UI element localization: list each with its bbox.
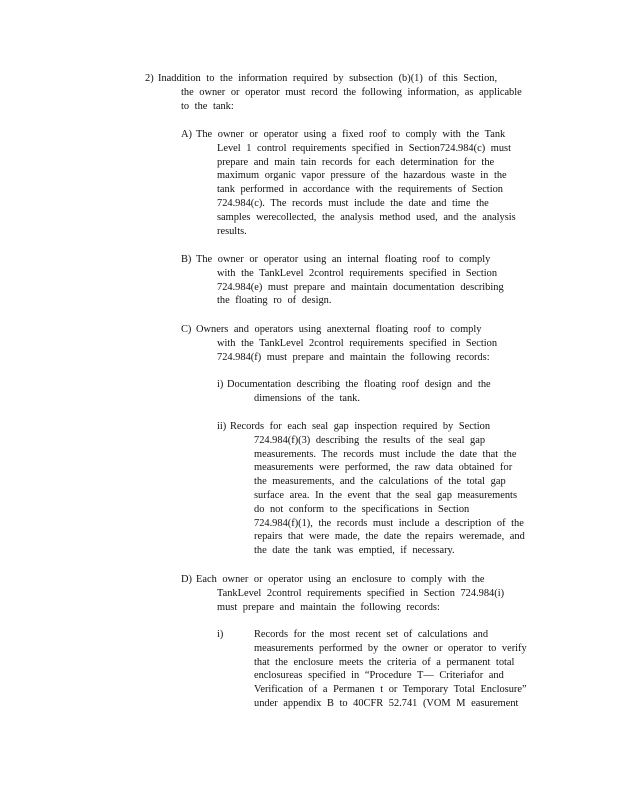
text-line: Level 1 control requirements specified in Section724.984(c) must <box>217 142 511 154</box>
text-line: under appendix B to 40CFR 52.741 (VOM M easurement <box>254 697 519 709</box>
text-line: 724.984(f)(1), the records must include a description of the <box>254 517 524 529</box>
text-line: the date the tank was emptied, if necessary. <box>254 545 455 557</box>
text-line: Documentation describing the floating roof design and the <box>227 379 491 390</box>
text-line: measurements were performed, the raw data obtained for <box>254 462 513 474</box>
text-line: with the TankLevel 2control requirements specified in Section <box>217 337 498 349</box>
text-line: Verification of a Permanen t or Temporary Total Enclosure” <box>254 684 527 696</box>
list-marker: i) <box>217 629 224 640</box>
text-line: measurements performed by the owner or operator to verify <box>254 642 527 654</box>
text-line: TankLevel 2control requirements specified in Section 724.984(i) <box>217 587 505 599</box>
text-line: surface area. In the event that the seal gap measurements <box>254 489 517 501</box>
text-line: must prepare and maintain the following records: <box>217 601 440 613</box>
text-line: dimensions of the tank. <box>254 392 360 404</box>
text-line: repairs that were made, the date the repairs weremade, and <box>254 531 525 543</box>
text-line: 724.984(f)(3) describing the results of the seal gap <box>254 434 486 446</box>
text-line: to the tank: <box>181 100 234 112</box>
text-line: measurements. The records must include the date that the <box>254 448 517 460</box>
text-line: Each owner or operator using an enclosure to comply with the <box>196 574 485 585</box>
list-marker: A) <box>181 129 192 140</box>
text-line: enclosureas specified in “Procedure T— Criteriafor and <box>254 670 504 682</box>
text-line: maximum organic vapor pressure of the hazardous waste in the <box>217 170 507 182</box>
text-line: Owners and operators using anexternal floating roof to comply <box>196 324 482 335</box>
list-marker: C) <box>181 324 192 335</box>
text-line: that the enclosure meets the criteria of a permanent total <box>254 656 515 668</box>
text-line: tank performed in accordance with the requirements of Section <box>217 184 503 196</box>
text-line: The owner or operator using a fixed roof to comply with the Tank <box>196 129 506 140</box>
text-line: Inaddition to the information required by subsection (b)(1) of this Section, <box>158 73 498 84</box>
text-line: prepare and main tain records for each determination for the <box>217 156 495 168</box>
text-line: results. <box>217 225 247 237</box>
text-line: 724.984(f) must prepare and maintain the following records: <box>217 351 490 363</box>
list-marker: 2) <box>145 73 154 84</box>
text-line: with the TankLevel 2control requirements specified in Section <box>217 267 498 279</box>
text-line: the measurements, and the calculations of the total gap <box>254 476 506 488</box>
text-line: 724.984(c). The records must include the date and time the <box>217 197 489 209</box>
text-line: the owner or operator must record the following information, as applicable <box>181 86 522 98</box>
list-marker: B) <box>181 254 192 265</box>
text-line: the floating ro of design. <box>217 295 332 307</box>
text-line: 724.984(e) must prepare and maintain documentation describing <box>217 281 504 293</box>
list-marker: ii) <box>217 421 227 432</box>
text-line: The owner or operator using an internal floating roof to comply <box>196 254 491 265</box>
list-marker: D) <box>181 574 192 585</box>
text-line: Records for the most recent set of calculations and <box>254 629 489 640</box>
list-marker: i) <box>217 379 224 390</box>
text-line: samples werecollected, the analysis method used, and the analysis <box>217 211 516 223</box>
text-line: Records for each seal gap inspection required by Section <box>230 421 491 432</box>
text-line: do not conform to the specifications in Section <box>254 503 470 515</box>
